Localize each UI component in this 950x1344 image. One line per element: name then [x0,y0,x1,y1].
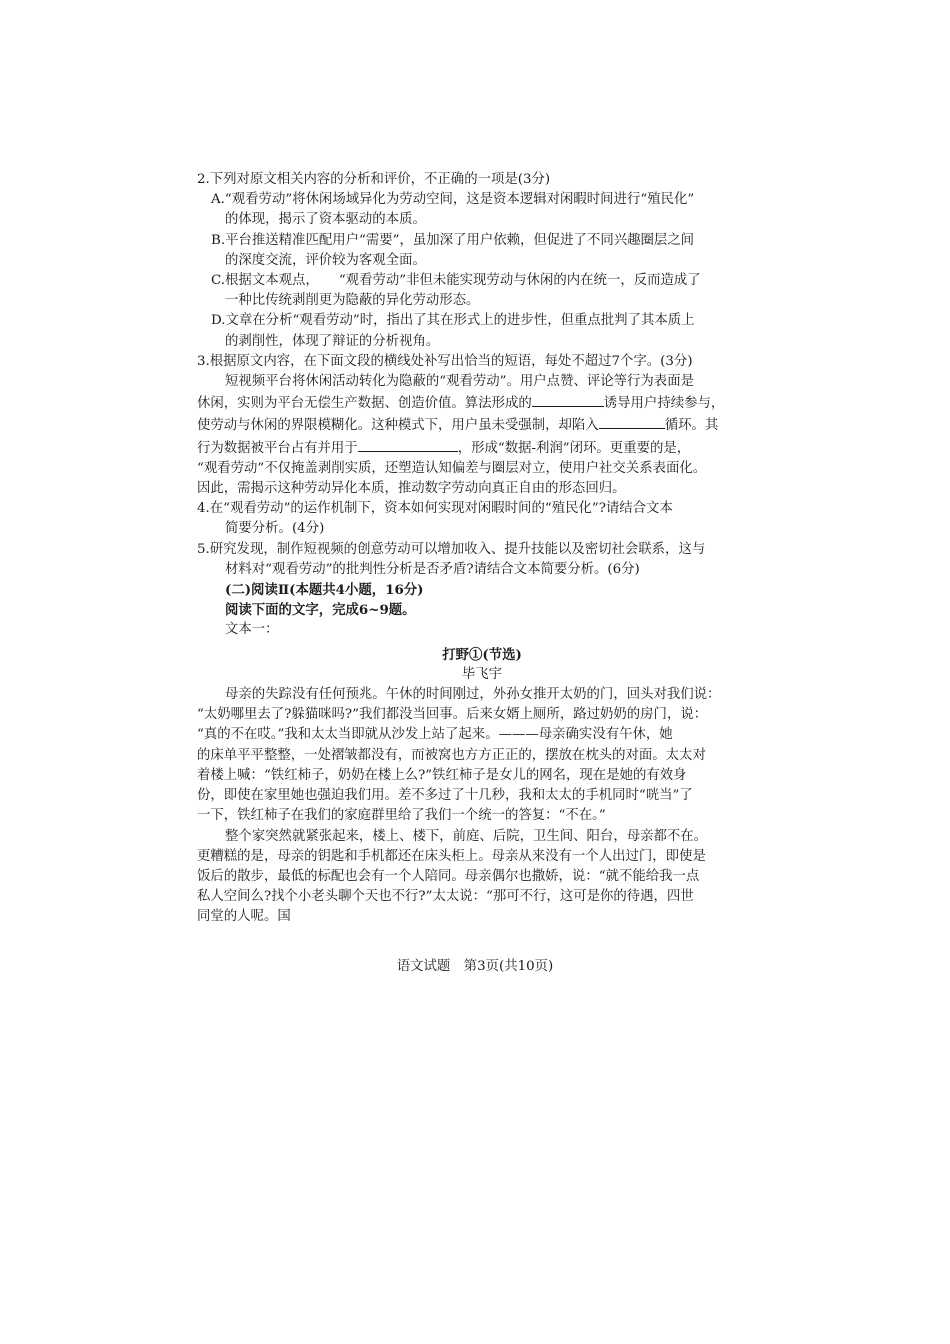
q2-option-a-line1: A.“观看劳动”将休闲场域异化为劳动空间，这是资本逻辑对闲暇时间进行“殖民化” [211,192,695,208]
story-title: 打野①(节选) [442,646,522,663]
story-p2-line1: 整个家突然就紧张起来，楼上、楼下，前庭、后院，卫生间、阳台，母亲都不在。 [225,828,708,844]
q2-option-c-line2: 一种比传统剥削更为隐蔽的异化劳动形态。 [225,293,480,309]
section2-instruction: 阅读下面的文字，完成6~9题。 [225,602,416,619]
q3-passage-line1: 短视频平台将休闲活动转化为隐蔽的“观看劳动”。用户点赞、评论等行为表面是 [225,374,694,390]
story-author: 毕飞宇 [461,666,503,682]
story-p1-line4: 的床单平平整整，一处褶皱都没有，而被窝也方方正正的，摆放在枕头的对面。太太对 [197,747,706,763]
story-p2-line4: 私人空间么?找个小老头聊个天也不行?”太太说：“那可不行，这可是你的待遇，四世 [197,889,694,905]
q3-passage-line2-tail: 诱导用户持续参与， [603,396,725,412]
q3-passage-line3 [197,414,767,436]
q2-option-d-line2: 的剥削性，体现了辩证的分析视角。 [225,333,440,349]
q2-option-c-line1: C.根据文本观点， “观看劳动”非但未能实现劳动与休闲的内在统一，反而造成了 [211,273,701,289]
q3-passage-line2-text: 休闲，实则为平台无偿生产数据、创造价值。算法形成的 [197,396,532,412]
q3-passage-line6: 因此，需揭示这种劳动异化本质，推动数字劳动向真正自由的形态回归。 [197,481,626,497]
q3-passage-line3-tail: 循环。其 [664,418,719,434]
q3-passage-line5: “观看劳动”不仅掩盖剥削实质，还塑造认知偏差与圈层对立，使用户社交关系表面化。 [197,460,707,476]
q3-passage-line3-text: 使劳动与休闲的界限模糊化。这种模式下，用户虽未受强制，却陷入 [197,418,599,434]
q3-blank-1[interactable] [532,392,604,407]
story-p2-line2: 更糟糕的是，母亲的钥匙和手机都还在床头柜上。母亲从来没有一个人出过门，即使是 [197,848,706,864]
q3-blank-2[interactable] [599,414,665,429]
page-footer: 语文试题 第3页(共10页) [396,959,554,974]
story-p1-line3: “真的不在哎。”我和太太当即就从沙发上站了起来。———母亲确实没有午休，她 [197,727,673,743]
q3-passage-line4-text: 行为数据被平台占有并用于 [197,440,358,456]
story-p1-line1: 母亲的失踪没有任何预兆。午休的时间刚过，外孙女推开太奶的门，回头对我们说： [225,687,721,703]
q5-line2: 材料对“观看劳动”的批判性分析是否矛盾?请结合文本简要分析。(6分) [225,561,640,577]
story-p1-line2: “太奶哪里去了?躲猫咪吗?”我们都没当回事。后来女婿上厕所，路过奶奶的房门，说： [197,707,708,723]
q5-line1: 5.研究发现，制作短视频的创意劳动可以增加收入、提升技能以及密切社会联系，这与 [197,541,706,557]
q2-option-b-line1: B.平台推送精准匹配用户“需要”，虽加深了用户依赖，但促进了不同兴趣圈层之间 [211,232,695,248]
story-p1-line5: 着楼上喊：“铁红柿子，奶奶在楼上么?”铁红柿子是女儿的网名，现在是她的有效身 [197,767,687,783]
story-p2-line3: 饭后的散步，最低的标配也会有一个人陪同。母亲偶尔也撒娇，说：“就不能给我一点 [197,868,700,884]
q3-passage-line2 [197,392,767,414]
q3-passage-line4 [197,437,767,459]
q2-stem: 2.下列对原文相关内容的分析和评价，不正确的一项是(3分) [197,172,551,187]
q4-line2: 简要分析。(4分) [225,521,325,537]
section2-text-label: 文本一： [225,622,279,638]
q2-option-b-line2: 的深度交流，评价较为客观全面。 [225,252,426,268]
q3-blank-3[interactable] [358,437,458,452]
q4-line1: 4.在“观看劳动”的运作机制下，资本如何实现对闲暇时间的“殖民化”?请结合文本 [197,501,673,517]
section2-heading: (二)阅读Ⅱ(本题共4小题，16分) [225,582,424,599]
q3-passage-line4-tail: ，形成“数据-利润”闭环。更重要的是， [457,440,691,456]
q2-option-a-line2: 的体现，揭示了资本驱动的本质。 [225,212,426,228]
q3-stem: 3.根据原文内容，在下面文段的横线处补写出恰当的短语，每处不超过7个字。(3分) [197,353,693,369]
q2-option-d-line1: D.文章在分析“观看劳动”时，指出了其在形式上的进步性，但重点批判了其本质上 [211,313,695,329]
story-p2-line5: 同堂的人呢。国 [197,909,291,925]
page-content [197,170,767,928]
story-p1-line6: 份，即使在家里她也强迫我们用。差不多过了十几秒，我和太太的手机同时“咣当”了 [197,788,693,804]
story-p1-line7: 一下，铁红柿子在我们的家庭群里给了我们一个统一的答复：“不在。” [197,808,606,824]
